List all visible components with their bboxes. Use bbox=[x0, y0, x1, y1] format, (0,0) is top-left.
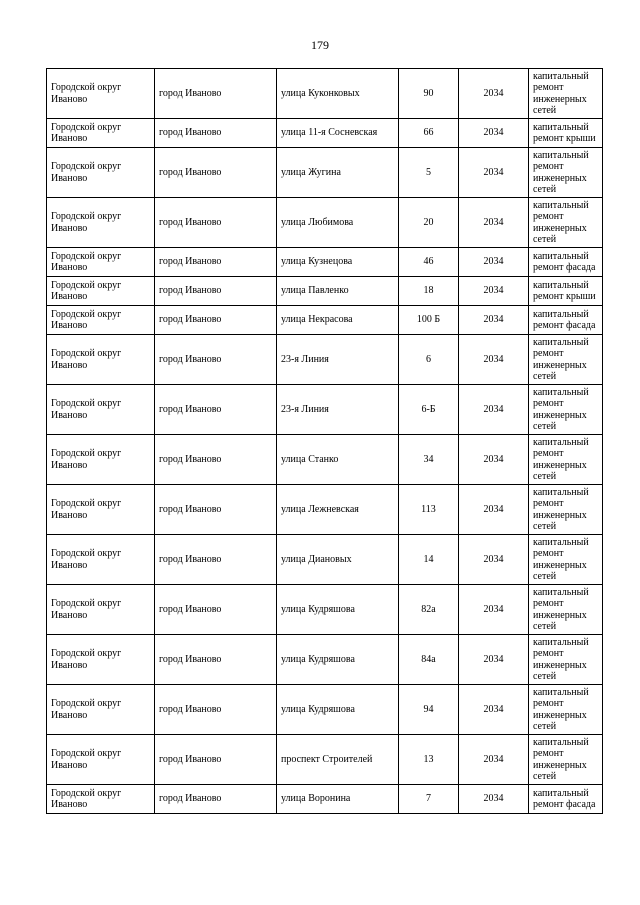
street-cell: улица Кузнецова bbox=[277, 248, 399, 277]
street-cell: 23-я Линия bbox=[277, 335, 399, 385]
work-type-cell: капитальный ремонт инженерных сетей bbox=[529, 535, 603, 585]
work-type-cell: капитальный ремонт инженерных сетей bbox=[529, 385, 603, 435]
house-number-cell: 7 bbox=[399, 785, 459, 814]
year-cell: 2034 bbox=[459, 248, 529, 277]
city-cell: город Иваново bbox=[155, 198, 277, 248]
street-cell: улица Кудряшова bbox=[277, 635, 399, 685]
work-type-cell: капитальный ремонт инженерных сетей bbox=[529, 69, 603, 119]
house-number-cell: 46 bbox=[399, 248, 459, 277]
house-number-cell: 94 bbox=[399, 685, 459, 735]
work-type-cell: капитальный ремонт инженерных сетей bbox=[529, 685, 603, 735]
year-cell: 2034 bbox=[459, 385, 529, 435]
house-number-cell: 82а bbox=[399, 585, 459, 635]
table-row bbox=[47, 735, 603, 785]
year-cell: 2034 bbox=[459, 119, 529, 148]
repair-schedule-table bbox=[46, 68, 603, 814]
street-cell: улица Кудряшова bbox=[277, 685, 399, 735]
district-cell: Городской округ Иваново bbox=[47, 119, 155, 148]
city-cell: город Иваново bbox=[155, 148, 277, 198]
city-cell: город Иваново bbox=[155, 435, 277, 485]
house-number-cell: 100 Б bbox=[399, 306, 459, 335]
work-type-cell: капитальный ремонт инженерных сетей bbox=[529, 148, 603, 198]
house-number-cell: 90 bbox=[399, 69, 459, 119]
work-type-cell: капитальный ремонт инженерных сетей bbox=[529, 635, 603, 685]
table-row bbox=[47, 485, 603, 535]
district-cell: Городской округ Иваново bbox=[47, 485, 155, 535]
work-type-cell: капитальный ремонт фасада bbox=[529, 785, 603, 814]
district-cell: Городской округ Иваново bbox=[47, 148, 155, 198]
house-number-cell: 113 bbox=[399, 485, 459, 535]
house-number-cell: 6 bbox=[399, 335, 459, 385]
street-cell: улица 11-я Сосневская bbox=[277, 119, 399, 148]
work-type-cell: капитальный ремонт фасада bbox=[529, 248, 603, 277]
district-cell: Городской округ Иваново bbox=[47, 69, 155, 119]
district-cell: Городской округ Иваново bbox=[47, 685, 155, 735]
work-type-cell: капитальный ремонт фасада bbox=[529, 306, 603, 335]
table-row bbox=[47, 385, 603, 435]
year-cell: 2034 bbox=[459, 735, 529, 785]
street-cell: проспект Строителей bbox=[277, 735, 399, 785]
street-cell: улица Жугина bbox=[277, 148, 399, 198]
work-type-cell: капитальный ремонт инженерных сетей bbox=[529, 335, 603, 385]
city-cell: город Иваново bbox=[155, 306, 277, 335]
year-cell: 2034 bbox=[459, 435, 529, 485]
table-row bbox=[47, 277, 603, 306]
house-number-cell: 34 bbox=[399, 435, 459, 485]
city-cell: город Иваново bbox=[155, 385, 277, 435]
house-number-cell: 66 bbox=[399, 119, 459, 148]
work-type-cell: капитальный ремонт крыши bbox=[529, 277, 603, 306]
city-cell: город Иваново bbox=[155, 277, 277, 306]
street-cell: улица Воронина bbox=[277, 785, 399, 814]
house-number-cell: 18 bbox=[399, 277, 459, 306]
year-cell: 2034 bbox=[459, 685, 529, 735]
table-row bbox=[47, 306, 603, 335]
city-cell: город Иваново bbox=[155, 635, 277, 685]
work-type-cell: капитальный ремонт крыши bbox=[529, 119, 603, 148]
year-cell: 2034 bbox=[459, 277, 529, 306]
table-row bbox=[47, 585, 603, 635]
city-cell: город Иваново bbox=[155, 585, 277, 635]
table-row bbox=[47, 119, 603, 148]
table-row bbox=[47, 635, 603, 685]
city-cell: город Иваново bbox=[155, 785, 277, 814]
house-number-cell: 20 bbox=[399, 198, 459, 248]
page-number: 179 bbox=[311, 38, 329, 52]
house-number-cell: 6-Б bbox=[399, 385, 459, 435]
street-cell: улица Куконковых bbox=[277, 69, 399, 119]
district-cell: Городской округ Иваново bbox=[47, 585, 155, 635]
table-row bbox=[47, 248, 603, 277]
table-row bbox=[47, 535, 603, 585]
city-cell: город Иваново bbox=[155, 735, 277, 785]
city-cell: город Иваново bbox=[155, 535, 277, 585]
work-type-cell: капитальный ремонт инженерных сетей bbox=[529, 485, 603, 535]
house-number-cell: 13 bbox=[399, 735, 459, 785]
district-cell: Городской округ Иваново bbox=[47, 277, 155, 306]
table-body bbox=[47, 69, 603, 814]
table-row bbox=[47, 148, 603, 198]
year-cell: 2034 bbox=[459, 585, 529, 635]
district-cell: Городской округ Иваново bbox=[47, 785, 155, 814]
street-cell: улица Любимова bbox=[277, 198, 399, 248]
house-number-cell: 14 bbox=[399, 535, 459, 585]
city-cell: город Иваново bbox=[155, 119, 277, 148]
year-cell: 2034 bbox=[459, 198, 529, 248]
city-cell: город Иваново bbox=[155, 248, 277, 277]
table-row bbox=[47, 685, 603, 735]
house-number-cell: 5 bbox=[399, 148, 459, 198]
year-cell: 2034 bbox=[459, 485, 529, 535]
table-row bbox=[47, 785, 603, 814]
district-cell: Городской округ Иваново bbox=[47, 535, 155, 585]
year-cell: 2034 bbox=[459, 306, 529, 335]
table-row bbox=[47, 198, 603, 248]
district-cell: Городской округ Иваново bbox=[47, 735, 155, 785]
district-cell: Городской округ Иваново bbox=[47, 198, 155, 248]
table-row bbox=[47, 335, 603, 385]
work-type-cell: капитальный ремонт инженерных сетей bbox=[529, 735, 603, 785]
work-type-cell: капитальный ремонт инженерных сетей bbox=[529, 198, 603, 248]
city-cell: город Иваново bbox=[155, 69, 277, 119]
street-cell: улица Станко bbox=[277, 435, 399, 485]
street-cell: улица Диановых bbox=[277, 535, 399, 585]
year-cell: 2034 bbox=[459, 69, 529, 119]
district-cell: Городской округ Иваново bbox=[47, 306, 155, 335]
house-number-cell: 84а bbox=[399, 635, 459, 685]
street-cell: 23-я Линия bbox=[277, 385, 399, 435]
street-cell: улица Лежневская bbox=[277, 485, 399, 535]
district-cell: Городской округ Иваново bbox=[47, 385, 155, 435]
district-cell: Городской округ Иваново bbox=[47, 335, 155, 385]
year-cell: 2034 bbox=[459, 785, 529, 814]
year-cell: 2034 bbox=[459, 635, 529, 685]
street-cell: улица Павленко bbox=[277, 277, 399, 306]
year-cell: 2034 bbox=[459, 335, 529, 385]
city-cell: город Иваново bbox=[155, 335, 277, 385]
street-cell: улица Кудряшова bbox=[277, 585, 399, 635]
city-cell: город Иваново bbox=[155, 685, 277, 735]
year-cell: 2034 bbox=[459, 535, 529, 585]
city-cell: город Иваново bbox=[155, 485, 277, 535]
district-cell: Городской округ Иваново bbox=[47, 635, 155, 685]
year-cell: 2034 bbox=[459, 148, 529, 198]
district-cell: Городской округ Иваново bbox=[47, 435, 155, 485]
work-type-cell: капитальный ремонт инженерных сетей bbox=[529, 585, 603, 635]
street-cell: улица Некрасова bbox=[277, 306, 399, 335]
district-cell: Городской округ Иваново bbox=[47, 248, 155, 277]
table-row bbox=[47, 69, 603, 119]
table-row bbox=[47, 435, 603, 485]
work-type-cell: капитальный ремонт инженерных сетей bbox=[529, 435, 603, 485]
